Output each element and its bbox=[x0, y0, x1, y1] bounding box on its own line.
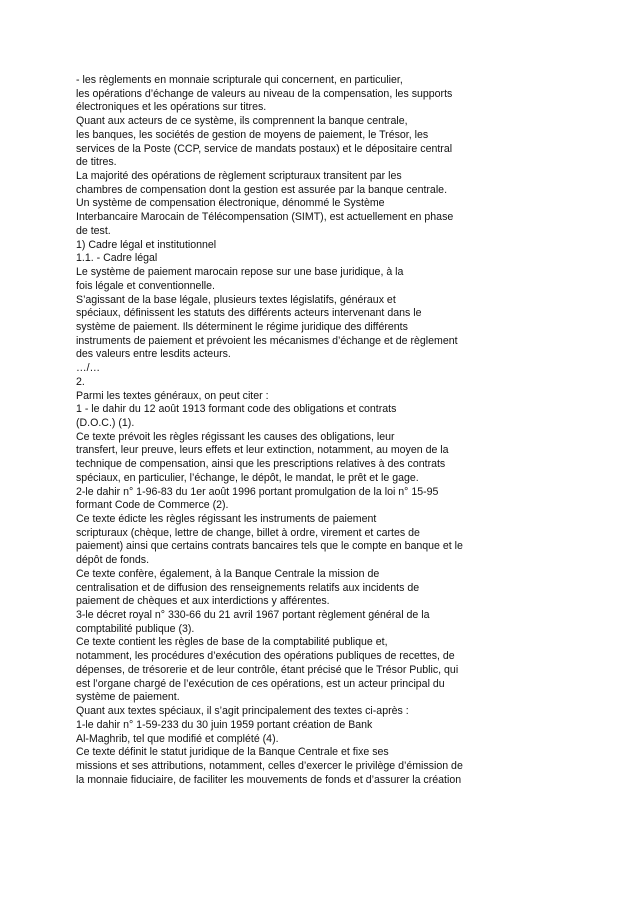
text-line: Ce texte contient les règles de base de la comptabilité publique et, bbox=[76, 636, 388, 649]
text-line: fois légale et conventionnelle. bbox=[76, 279, 215, 292]
text-line: chambres de compensation dont la gestion est assurée par la banque centrale. bbox=[76, 183, 448, 196]
text-line: électroniques et les opérations sur titres. bbox=[76, 101, 267, 114]
text-line: - les règlements en monnaie scripturale qui concernent, en particulier, bbox=[76, 74, 403, 86]
text-line: Al-Maghrib, tel que modifié et complété (4). bbox=[76, 732, 279, 745]
text-line: centralisation et de diffusion des renseignements relatifs aux incidents de bbox=[76, 581, 420, 594]
text-line: système de paiement. Ils déterminent le régime juridique des différents bbox=[76, 320, 408, 333]
text-line: S’agissant de la base légale, plusieurs textes législatifs, généraux et bbox=[76, 293, 396, 306]
text-line: comptabilité publique (3). bbox=[76, 622, 195, 635]
text-line: transfert, leur preuve, leurs effets et leur extinction, notamment, au moyen de la bbox=[76, 444, 449, 457]
text-line: de test. bbox=[76, 224, 111, 237]
text-line: Ce texte confère, également, à la Banque Centrale la mission de bbox=[76, 567, 380, 580]
text-line: 3-le décret royal n° 330-66 du 21 avril 1967 portant règlement général de la bbox=[76, 609, 430, 622]
text-line: Parmi les textes généraux, on peut citer : bbox=[76, 389, 269, 402]
text-line: des valeurs entre lesdits acteurs. bbox=[76, 348, 231, 361]
text-line: 1-le dahir n° 1-59-233 du 30 juin 1959 portant création de Bank bbox=[76, 718, 373, 731]
text-line: notamment, les procédures d’exécution des opérations publiques de recettes, de bbox=[76, 650, 455, 663]
text-line: paiement de chèques et aux interdictions y afférentes. bbox=[76, 595, 330, 608]
text-line: La majorité des opérations de règlement scripturaux transitent par les bbox=[76, 170, 402, 183]
text-line: Le système de paiement marocain repose sur une base juridique, à la bbox=[76, 266, 404, 279]
text-line: Quant aux textes spéciaux, il s’agit principalement des textes ci-après : bbox=[76, 705, 409, 718]
text-line: …/… bbox=[76, 362, 101, 375]
text-line: technique de compensation, ainsi que les prescriptions relatives à des contrats bbox=[76, 458, 446, 471]
text-line: Un système de compensation électronique, dénommé le Système bbox=[76, 197, 385, 210]
text-line: Interbancaire Marocain de Télécompensation (SIMT), est actuellement en phase bbox=[76, 211, 454, 224]
text-line: 2. bbox=[76, 375, 85, 388]
text-line: système de paiement. bbox=[76, 691, 180, 704]
text-line: 1) Cadre légal et institutionnel bbox=[76, 238, 217, 251]
text-line: dépenses, de trésorerie et de leur contrôle, étant précisé que le Trésor Public, qui bbox=[76, 663, 459, 676]
text-line: Ce texte prévoit les règles régissant les causes des obligations, leur bbox=[76, 430, 395, 443]
text-line: les banques, les sociétés de gestion de moyens de paiement, le Trésor, les bbox=[76, 128, 429, 141]
text-line: missions et ses attributions, notamment, celles d’exercer le privilège d’émission de bbox=[76, 759, 463, 772]
text-line: 2-le dahir n° 1-96-83 du 1er août 1996 portant promulgation de la loi n° 15-95 bbox=[76, 485, 439, 498]
text-line: 1 - le dahir du 12 août 1913 formant code des obligations et contrats bbox=[76, 403, 397, 416]
text-line: Ce texte définit le statut juridique de la Banque Centrale et fixe ses bbox=[76, 746, 389, 759]
document-page bbox=[76, 74, 486, 787]
text-line: spéciaux, en particulier, l’échange, le dépôt, le mandat, le prêt et le gage. bbox=[76, 471, 419, 484]
text-line: Quant aux acteurs de ce système, ils comprennent la banque centrale, bbox=[76, 115, 408, 128]
text-line: paiement) ainsi que certains contrats bancaires tels que le compte en banque et le bbox=[76, 540, 463, 553]
text-line: la monnaie fiduciaire, de faciliter les mouvements de fonds et d’assurer la création bbox=[76, 773, 462, 786]
text-line: est l’organe chargé de l’exécution de ces opérations, est un acteur principal du bbox=[76, 677, 445, 690]
text-line: Ce texte édicte les règles régissant les instruments de paiement bbox=[76, 513, 377, 525]
text-line: formant Code de Commerce (2). bbox=[76, 499, 229, 512]
text-line: scripturaux (chèque, lettre de change, billet à ordre, virement et cartes de bbox=[76, 526, 420, 539]
text-line: instruments de paiement et prévoient les mécanismes d’échange et de règlement bbox=[76, 334, 458, 347]
text-line: de titres. bbox=[76, 156, 117, 169]
text-line: 1.1. - Cadre légal bbox=[76, 252, 158, 265]
text-line: spéciaux, définissent les statuts des différents acteurs intervenant dans le bbox=[76, 307, 422, 320]
text-line: les opérations d’échange de valeurs au niveau de la compensation, les supports bbox=[76, 87, 453, 100]
text-line: dépôt de fonds. bbox=[76, 554, 150, 567]
text-line: services de la Poste (CCP, service de mandats postaux) et le dépositaire central bbox=[76, 142, 453, 155]
text-line: (D.O.C.) (1). bbox=[76, 416, 135, 429]
